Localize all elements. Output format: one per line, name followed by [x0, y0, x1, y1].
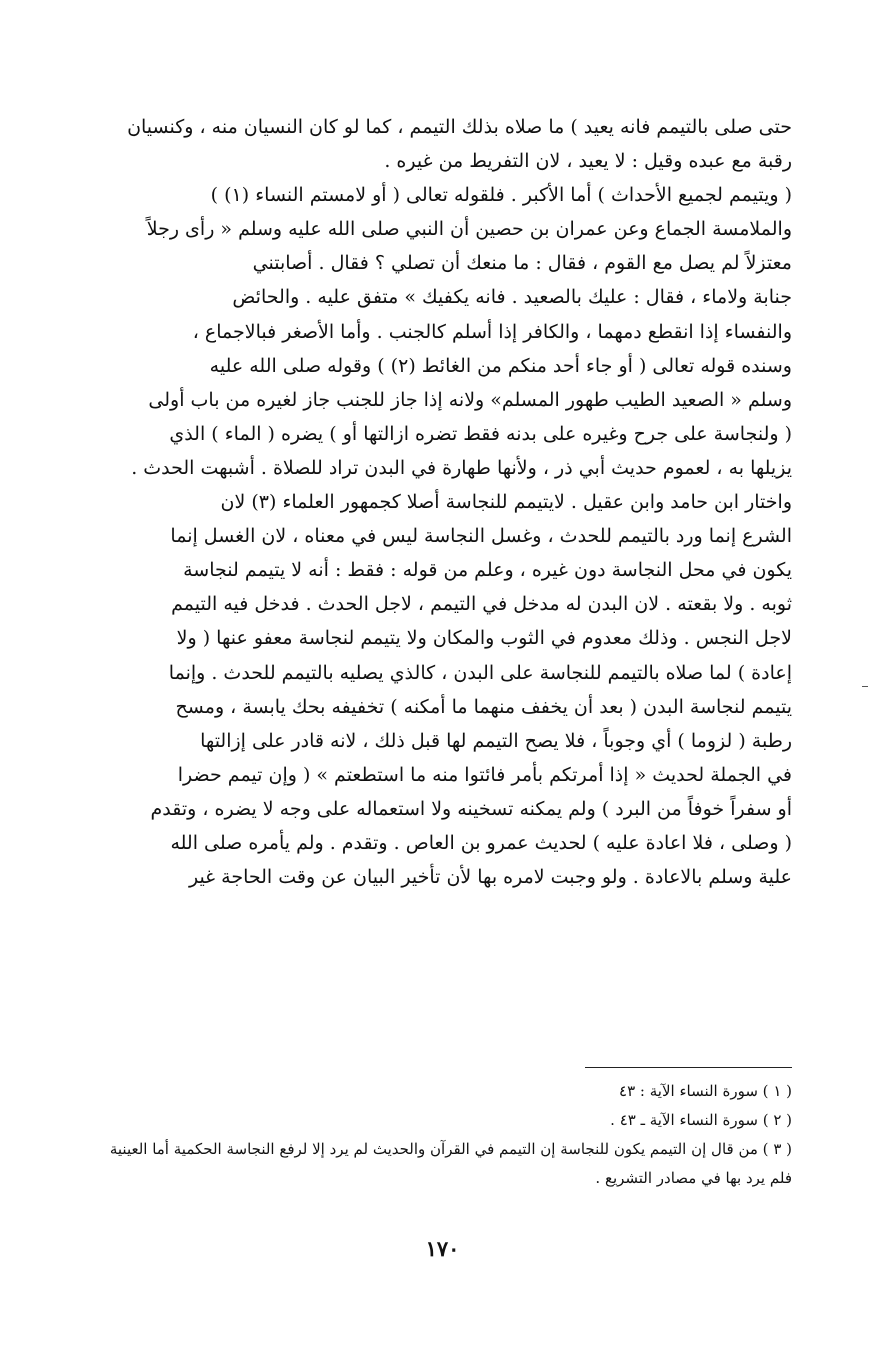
body-line: الشرع إنما ورد بالتيمم للحدث ، وغسل النجاسة ليس في معناه ، لان الغسل إنما — [170, 525, 792, 548]
body-line: رقبة مع عبده وقيل : لا يعيد ، لان التفريط من غيره . — [384, 150, 792, 173]
body-line: وسنده قوله تعالى ( أو جاء أحد منكم من الغائط (٢) ) وقوله صلى الله عليه — [209, 354, 792, 377]
body-line: جنابة ولاماء ، فقال : عليك بالصعيد . فانه يكفيك » متفق عليه . والحائض — [232, 286, 792, 309]
body-line: يتيمم لنجاسة البدن ( بعد أن يخفف منهما ما أمكنه ) تخفيفه بحك يابسة ، ومسح — [175, 695, 792, 718]
body-line: حتى صلى بالتيمم فانه يعيد ) ما صلاه بذلك التيمم ، كما لو كان النسيان منه ، وكنسيان — [127, 116, 792, 138]
body-line: أو سفراً خوفاً من البرد ) ولم يمكنه تسخينه ولا استعماله على وجه لا يضره ، وتقدم — [150, 797, 792, 820]
body-line: يكون في محل النجاسة دون غيره ، وعلم من قوله : فقط : أنه لا يتيمم لنجاسة — [183, 559, 792, 582]
margin-mark — [862, 686, 868, 687]
body-line: في الجملة لحديث « إذا أمرتكم بأمر فائتوا منه ما استطعتم » ( وإن تيمم حضرا — [177, 763, 792, 786]
body-line: لاجل النجس . وذلك معدوم في الثوب والمكان ولا يتيمم لنجاسة معفو عنها ( ولا — [176, 627, 792, 650]
footnote: فلم يرد بها في مصادر التشريع . — [595, 1169, 792, 1187]
body-line: ( وصلى ، فلا اعادة عليه ) لحديث عمرو بن العاص . وتقدم . ولم يأمره صلى الله — [170, 831, 792, 854]
footnote-separator — [585, 1067, 792, 1068]
body-line: ( ويتيمم لجميع الأحداث ) أما الأكبر . فلقوله تعالى ( أو لامستم النساء (١) ) — [210, 184, 792, 207]
footnote: ( ٣ ) من قال إن التيمم يكون للنجاسة إن التيمم في القرآن والحديث لم يرد إلا لرفع النجاسة الحكمية أما العينية — [109, 1140, 792, 1158]
body-line: وسلم « الصعيد الطيب طهور المسلم» ولانه إذا جاز للجنب جاز لغيره من باب أولى — [148, 388, 792, 411]
body-line: علية وسلم بالاعادة . ولو وجبت لامره بها لأن تأخير البيان عن وقت الحاجة غير — [188, 866, 792, 889]
footnotes — [40, 1077, 792, 1193]
body-line: ( ولنجاسة على جرح وغيره على بدنه فقط تضره ازالتها أو ) يضره ( الماء ) الذي — [169, 422, 792, 445]
footnote: ( ١ ) سورة النساء الآية : ٤٣ — [619, 1082, 792, 1100]
body-line: والنفساء إذا انقطع دمهما ، والكافر إذا أسلم كالجنب . وأما الأصغر فبالاجماع ، — [192, 320, 792, 343]
body-line: والملامسة الجماع وعن عمران بن حصين أن النبي صلى الله عليه وسلم « رأى رجلاً — [146, 218, 792, 241]
footnote: ( ٢ ) سورة النساء الآية ـ ٤٣ . — [610, 1111, 792, 1129]
body-line: ثوبه . ولا بقعته . لان البدن له مدخل في التيمم ، لاجل الحدث . فدخل فيه التيمم — [171, 593, 792, 616]
body-line: معتزلاً لم يصل مع القوم ، فقال : ما منعك أن تصلي ؟ فقال . أصابتني — [252, 252, 792, 275]
body-line: إعادة ) لما صلاه بالتيمم للنجاسة على البدن ، كالذي يصليه بالتيمم للحدث . وإنما — [168, 661, 792, 684]
body-line: واختار ابن حامد وابن عقيل . لايتيمم للنجاسة أصلا كجمهور العلماء (٣) لان — [220, 491, 792, 514]
page-number: ١٧٠ — [425, 1236, 460, 1261]
body-text — [40, 110, 792, 894]
body-line: رطبة ( لزوما ) أي وجوباً ، فلا يصح التيمم لها قبل ذلك ، لانه قادر على إزالتها — [200, 729, 792, 752]
body-line: يزيلها به ، لعموم حديث أبي ذر ، ولأنها طهارة في البدن تراد للصلاة . أشبهت الحدث . — [131, 456, 792, 479]
